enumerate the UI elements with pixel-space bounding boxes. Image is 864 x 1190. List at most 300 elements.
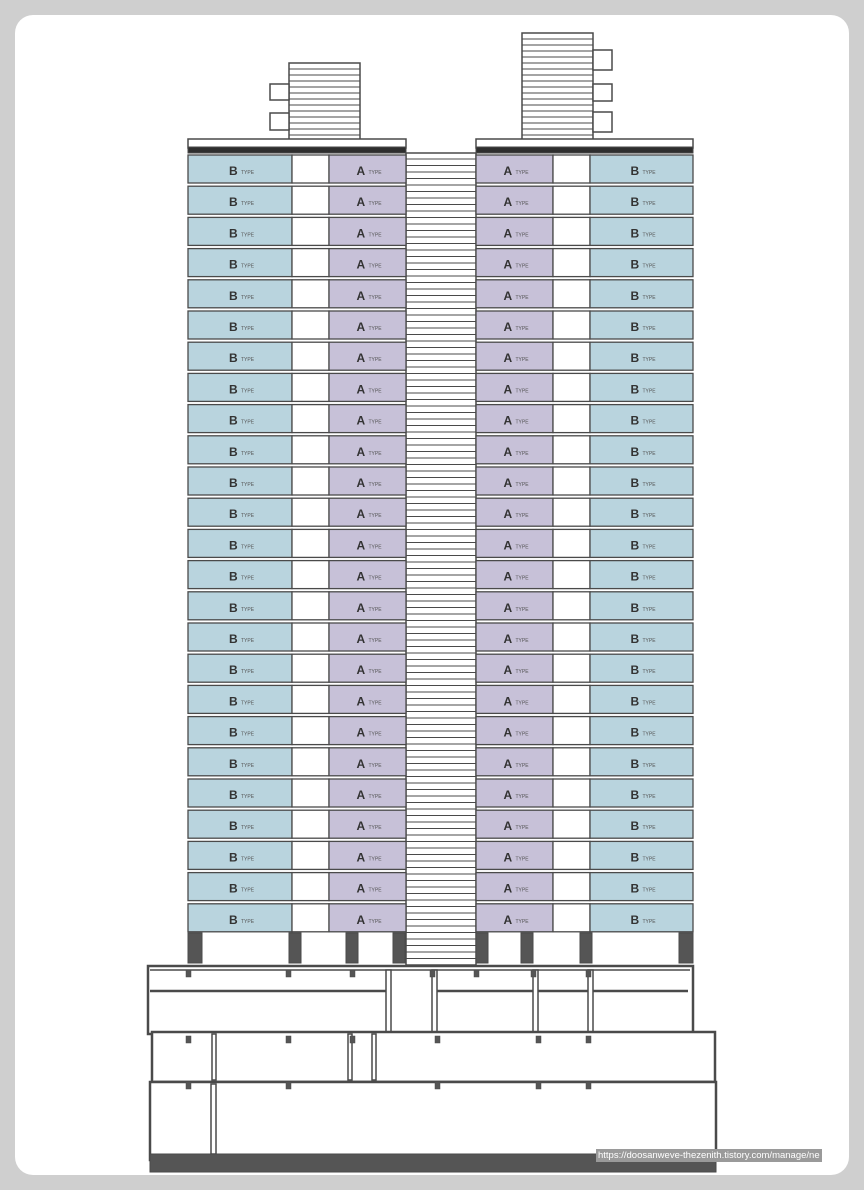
balcony-cell <box>292 405 329 433</box>
building-elevation-diagram <box>15 15 849 1175</box>
piloti-column <box>346 933 358 963</box>
unit-type-letter: A <box>356 632 366 646</box>
unit-type-letter: A <box>356 788 366 802</box>
unit-type-letter: A <box>503 288 513 303</box>
unit-type-suffix: TYPE <box>368 887 382 894</box>
unit-type-letter: A <box>356 444 366 459</box>
unit-type-letter: A <box>503 351 513 366</box>
unit-type-suffix: TYPE <box>515 918 529 925</box>
unit-type-suffix: TYPE <box>515 794 529 800</box>
unit-b-type <box>590 436 693 464</box>
podium-beam-stub <box>430 970 435 977</box>
unit-b-type <box>188 841 292 869</box>
unit-a-type <box>476 186 553 214</box>
unit-type-letter: B <box>229 819 238 834</box>
unit-b-type <box>188 280 292 308</box>
unit-a-type <box>329 498 406 526</box>
podium-beam-stub <box>186 1082 191 1089</box>
unit-type-letter: A <box>503 538 513 553</box>
unit-type-letter: B <box>229 413 238 428</box>
unit-b-type <box>590 249 693 277</box>
unit-type-letter: B <box>630 788 640 802</box>
podium-beam-stub <box>350 1036 355 1043</box>
balcony-cell <box>553 561 590 589</box>
unit-b-type <box>590 748 693 776</box>
unit-type-letter: B <box>630 694 640 709</box>
unit-type-suffix: TYPE <box>368 388 382 395</box>
podium-beam-stub <box>474 970 479 977</box>
unit-b-type <box>188 217 292 245</box>
balcony-cell <box>292 186 329 214</box>
balcony-cell <box>553 498 590 526</box>
unit-a-type <box>329 405 406 433</box>
right-roof-tower-box <box>593 112 612 132</box>
unit-type-suffix: TYPE <box>515 263 529 270</box>
balcony-cell <box>553 685 590 713</box>
unit-a-type <box>329 217 406 245</box>
unit-b-type <box>590 217 693 245</box>
source-url-caption: https://doosanweve-thezenith.tistory.com/manage/ne <box>598 1150 820 1161</box>
unit-type-letter: B <box>229 850 238 865</box>
balcony-cell <box>292 280 329 308</box>
unit-type-suffix: TYPE <box>642 638 656 644</box>
unit-type-suffix: TYPE <box>515 762 529 769</box>
unit-type-suffix: TYPE <box>368 575 382 582</box>
unit-a-type <box>476 529 553 557</box>
balcony-cell <box>292 873 329 901</box>
unit-type-suffix: TYPE <box>642 513 656 520</box>
unit-type-letter: A <box>356 600 366 615</box>
unit-b-type <box>590 373 693 401</box>
unit-type-letter: A <box>356 288 366 303</box>
unit-type-letter: B <box>229 756 238 771</box>
unit-type-letter: A <box>503 476 513 490</box>
unit-type-suffix: TYPE <box>642 544 656 551</box>
unit-type-suffix: TYPE <box>368 544 382 551</box>
balcony-cell <box>553 810 590 838</box>
unit-type-letter: A <box>356 507 366 522</box>
podium-wall <box>432 970 437 1034</box>
unit-type-suffix: TYPE <box>642 294 656 301</box>
balcony-cell <box>292 592 329 620</box>
unit-b-type <box>188 186 292 214</box>
unit-a-type <box>476 217 553 245</box>
unit-type-suffix: TYPE <box>515 326 529 332</box>
unit-type-suffix: TYPE <box>368 170 382 176</box>
balcony-cell <box>553 467 590 495</box>
unit-type-suffix: TYPE <box>241 170 255 176</box>
unit-type-letter: A <box>356 569 366 584</box>
unit-type-suffix: TYPE <box>515 825 529 832</box>
unit-type-letter: B <box>630 600 640 615</box>
unit-b-type <box>188 467 292 495</box>
unit-type-suffix: TYPE <box>368 450 382 457</box>
unit-type-suffix: TYPE <box>368 232 382 239</box>
unit-a-type <box>476 841 553 869</box>
balcony-cell <box>292 561 329 589</box>
unit-type-suffix: TYPE <box>368 638 382 644</box>
unit-type-letter: B <box>630 164 640 178</box>
unit-type-letter: B <box>630 226 640 241</box>
podium-wall <box>211 1084 216 1154</box>
unit-a-type <box>329 748 406 776</box>
unit-type-suffix: TYPE <box>241 825 255 832</box>
podium-beam-stub <box>435 1036 440 1043</box>
podium-upper-section <box>148 966 693 1034</box>
unit-b-type <box>590 280 693 308</box>
unit-type-letter: A <box>503 694 513 709</box>
unit-a-type <box>476 436 553 464</box>
balcony-cell <box>553 249 590 277</box>
unit-b-type <box>188 904 292 932</box>
unit-type-letter: B <box>229 694 238 709</box>
unit-type-suffix: TYPE <box>368 856 382 863</box>
unit-type-suffix: TYPE <box>241 232 255 239</box>
unit-b-type <box>590 186 693 214</box>
unit-type-suffix: TYPE <box>642 887 656 894</box>
unit-type-letter: A <box>503 195 513 210</box>
unit-type-suffix: TYPE <box>241 544 255 551</box>
unit-type-suffix: TYPE <box>642 856 656 863</box>
unit-type-letter: B <box>630 632 640 646</box>
unit-type-suffix: TYPE <box>368 201 382 208</box>
unit-b-type <box>590 810 693 838</box>
unit-type-suffix: TYPE <box>241 388 255 395</box>
unit-type-letter: A <box>356 538 366 553</box>
unit-type-suffix: TYPE <box>642 918 656 925</box>
unit-type-suffix: TYPE <box>515 450 529 457</box>
unit-type-suffix: TYPE <box>642 731 656 738</box>
unit-type-suffix: TYPE <box>642 450 656 457</box>
unit-a-type <box>476 810 553 838</box>
unit-type-letter: B <box>229 788 238 802</box>
unit-a-type <box>329 342 406 370</box>
unit-type-suffix: TYPE <box>642 606 656 613</box>
unit-type-suffix: TYPE <box>368 357 382 364</box>
unit-type-suffix: TYPE <box>241 762 255 769</box>
unit-type-suffix: TYPE <box>515 201 529 208</box>
unit-type-suffix: TYPE <box>642 575 656 582</box>
unit-type-letter: B <box>229 226 238 241</box>
unit-type-letter: A <box>356 226 366 241</box>
unit-type-suffix: TYPE <box>642 669 656 676</box>
balcony-cell <box>553 654 590 682</box>
unit-type-letter: A <box>356 850 366 865</box>
unit-type-letter: B <box>229 663 238 678</box>
unit-type-suffix: TYPE <box>642 263 656 270</box>
unit-type-letter: B <box>630 444 640 459</box>
elevation-drawing-card <box>15 15 849 1175</box>
piloti-column <box>521 933 533 963</box>
balcony-cell <box>553 373 590 401</box>
right-roof-tower-box <box>593 50 612 70</box>
unit-type-suffix: TYPE <box>368 669 382 676</box>
unit-type-suffix: TYPE <box>368 263 382 270</box>
podium-beam-stub <box>186 1036 191 1043</box>
unit-type-suffix: TYPE <box>368 794 382 800</box>
unit-type-letter: B <box>630 257 640 272</box>
balcony-cell <box>553 623 590 651</box>
unit-type-suffix: TYPE <box>241 731 255 738</box>
unit-type-letter: B <box>630 476 640 490</box>
unit-a-type <box>476 717 553 745</box>
balcony-cell <box>553 217 590 245</box>
podium-wall <box>386 970 391 1034</box>
unit-b-type <box>188 779 292 807</box>
unit-type-suffix: TYPE <box>642 170 656 176</box>
unit-type-letter: A <box>356 320 366 334</box>
unit-type-suffix: TYPE <box>241 482 255 488</box>
podium-wall <box>588 970 593 1034</box>
unit-type-suffix: TYPE <box>368 606 382 613</box>
unit-type-letter: A <box>503 632 513 646</box>
unit-type-letter: A <box>503 444 513 459</box>
unit-type-suffix: TYPE <box>515 606 529 613</box>
unit-type-letter: B <box>229 881 238 896</box>
balcony-cell <box>292 217 329 245</box>
unit-a-type <box>329 561 406 589</box>
unit-a-type <box>476 498 553 526</box>
podium-beam-stub <box>435 1082 440 1089</box>
unit-type-suffix: TYPE <box>515 887 529 894</box>
unit-type-suffix: TYPE <box>642 794 656 800</box>
podium-middle-section <box>152 1032 715 1082</box>
balcony-cell <box>553 186 590 214</box>
balcony-cell <box>553 405 590 433</box>
unit-b-type <box>590 592 693 620</box>
unit-type-suffix: TYPE <box>642 326 656 332</box>
balcony-cell <box>292 654 329 682</box>
unit-type-suffix: TYPE <box>642 232 656 239</box>
unit-a-type <box>476 904 553 932</box>
unit-type-letter: B <box>229 725 238 740</box>
balcony-cell <box>292 311 329 339</box>
podium-beam-stub <box>586 970 591 977</box>
balcony-cell <box>292 810 329 838</box>
unit-b-type <box>188 373 292 401</box>
unit-type-suffix: TYPE <box>515 856 529 863</box>
balcony-cell <box>553 779 590 807</box>
unit-b-type <box>590 873 693 901</box>
unit-type-letter: B <box>630 288 640 303</box>
left-roof-tower-box <box>270 113 289 130</box>
balcony-cell <box>553 529 590 557</box>
unit-type-suffix: TYPE <box>515 575 529 582</box>
unit-type-letter: B <box>229 569 238 584</box>
unit-b-type <box>188 561 292 589</box>
unit-a-type <box>329 467 406 495</box>
balcony-cell <box>292 373 329 401</box>
unit-type-suffix: TYPE <box>241 794 255 800</box>
podium-beam-stub <box>586 1082 591 1089</box>
unit-type-letter: A <box>503 413 513 428</box>
unit-b-type <box>590 561 693 589</box>
unit-type-letter: A <box>503 725 513 740</box>
balcony-cell <box>553 717 590 745</box>
unit-type-letter: A <box>356 881 366 896</box>
unit-a-type <box>329 529 406 557</box>
balcony-cell <box>553 841 590 869</box>
unit-type-suffix: TYPE <box>515 232 529 239</box>
unit-a-type <box>329 373 406 401</box>
unit-b-type <box>188 654 292 682</box>
unit-a-type <box>476 311 553 339</box>
unit-type-letter: A <box>503 788 513 802</box>
unit-type-letter: B <box>630 819 640 834</box>
unit-b-type <box>590 467 693 495</box>
unit-type-suffix: TYPE <box>515 419 529 426</box>
podium-beam-stub <box>536 1082 541 1089</box>
balcony-cell <box>292 779 329 807</box>
unit-a-type <box>329 186 406 214</box>
unit-type-letter: B <box>630 507 640 522</box>
podium-beam-stub <box>186 970 191 977</box>
unit-type-letter: A <box>356 476 366 490</box>
unit-a-type <box>329 654 406 682</box>
unit-b-type <box>188 155 292 183</box>
unit-type-letter: B <box>229 507 238 522</box>
unit-type-letter: A <box>503 569 513 584</box>
unit-b-type <box>188 311 292 339</box>
unit-type-suffix: TYPE <box>368 918 382 925</box>
podium-beam-stub <box>286 1036 291 1043</box>
unit-a-type <box>329 841 406 869</box>
unit-type-suffix: TYPE <box>368 731 382 738</box>
unit-type-letter: A <box>356 351 366 366</box>
unit-b-type <box>590 685 693 713</box>
unit-type-letter: A <box>503 226 513 241</box>
unit-type-letter: A <box>356 725 366 740</box>
unit-type-letter: A <box>503 600 513 615</box>
unit-type-letter: A <box>356 413 366 428</box>
unit-type-letter: A <box>503 507 513 522</box>
unit-type-letter: B <box>630 351 640 366</box>
unit-b-type <box>590 529 693 557</box>
balcony-cell <box>292 841 329 869</box>
unit-type-letter: A <box>356 694 366 709</box>
unit-a-type <box>329 592 406 620</box>
unit-type-letter: B <box>630 413 640 428</box>
unit-type-letter: A <box>503 912 513 927</box>
balcony-cell <box>292 498 329 526</box>
unit-a-type <box>476 373 553 401</box>
unit-type-letter: B <box>630 569 640 584</box>
balcony-cell <box>553 873 590 901</box>
unit-type-letter: A <box>503 850 513 865</box>
unit-type-letter: B <box>630 881 640 896</box>
unit-a-type <box>476 748 553 776</box>
unit-type-suffix: TYPE <box>241 887 255 894</box>
unit-b-type <box>188 249 292 277</box>
balcony-cell <box>292 249 329 277</box>
unit-type-suffix: TYPE <box>368 825 382 832</box>
piloti-column <box>679 933 693 963</box>
right-roof-tower <box>522 33 593 143</box>
piloti-column <box>188 933 202 963</box>
unit-type-suffix: TYPE <box>368 294 382 301</box>
unit-a-type <box>476 873 553 901</box>
unit-type-suffix: TYPE <box>241 700 255 707</box>
podium-beam-stub <box>350 970 355 977</box>
unit-type-suffix: TYPE <box>241 669 255 676</box>
unit-b-type <box>188 592 292 620</box>
unit-b-type <box>188 685 292 713</box>
unit-type-suffix: TYPE <box>515 513 529 520</box>
balcony-cell <box>553 155 590 183</box>
unit-b-type <box>590 623 693 651</box>
right-roof-tower-box <box>593 84 612 101</box>
unit-b-type <box>188 529 292 557</box>
unit-type-letter: A <box>503 164 513 178</box>
unit-a-type <box>329 155 406 183</box>
unit-type-letter: B <box>630 725 640 740</box>
podium-wall <box>372 1034 376 1080</box>
unit-type-suffix: TYPE <box>642 700 656 707</box>
unit-type-letter: A <box>356 382 366 397</box>
unit-type-letter: B <box>630 850 640 865</box>
unit-type-suffix: TYPE <box>241 450 255 457</box>
unit-type-letter: A <box>356 257 366 272</box>
unit-a-type <box>329 623 406 651</box>
balcony-cell <box>292 904 329 932</box>
balcony-cell <box>553 436 590 464</box>
unit-type-suffix: TYPE <box>642 825 656 832</box>
unit-a-type <box>329 685 406 713</box>
unit-a-type <box>476 249 553 277</box>
unit-a-type <box>329 311 406 339</box>
unit-a-type <box>476 685 553 713</box>
unit-b-type <box>590 654 693 682</box>
unit-type-suffix: TYPE <box>241 294 255 301</box>
unit-b-type <box>188 436 292 464</box>
unit-type-letter: B <box>229 164 238 178</box>
balcony-cell <box>292 748 329 776</box>
unit-type-letter: B <box>229 632 238 646</box>
unit-b-type <box>590 841 693 869</box>
podium-beam-stub <box>286 1082 291 1089</box>
unit-type-suffix: TYPE <box>241 357 255 364</box>
unit-type-suffix: TYPE <box>241 326 255 332</box>
left-roof-tower-box <box>270 84 289 100</box>
balcony-cell <box>553 592 590 620</box>
unit-type-letter: B <box>229 257 238 272</box>
unit-type-suffix: TYPE <box>241 638 255 644</box>
balcony-cell <box>553 342 590 370</box>
podium-beam-stub <box>586 1036 591 1043</box>
podium-beam-stub <box>286 970 291 977</box>
unit-type-letter: B <box>229 288 238 303</box>
unit-b-type <box>188 405 292 433</box>
unit-type-suffix: TYPE <box>368 419 382 426</box>
unit-type-suffix: TYPE <box>241 856 255 863</box>
unit-a-type <box>476 779 553 807</box>
unit-type-letter: B <box>630 320 640 334</box>
unit-b-type <box>590 342 693 370</box>
unit-b-type <box>188 810 292 838</box>
balcony-cell <box>292 685 329 713</box>
unit-a-type <box>329 810 406 838</box>
piloti-column <box>393 933 405 963</box>
balcony-cell <box>292 436 329 464</box>
piloti-column <box>289 933 301 963</box>
unit-type-suffix: TYPE <box>368 513 382 520</box>
unit-type-suffix: TYPE <box>241 201 255 208</box>
unit-a-type <box>329 280 406 308</box>
unit-type-letter: B <box>630 912 640 927</box>
unit-type-suffix: TYPE <box>368 482 382 488</box>
balcony-cell <box>292 467 329 495</box>
podium-wall <box>212 1034 216 1080</box>
